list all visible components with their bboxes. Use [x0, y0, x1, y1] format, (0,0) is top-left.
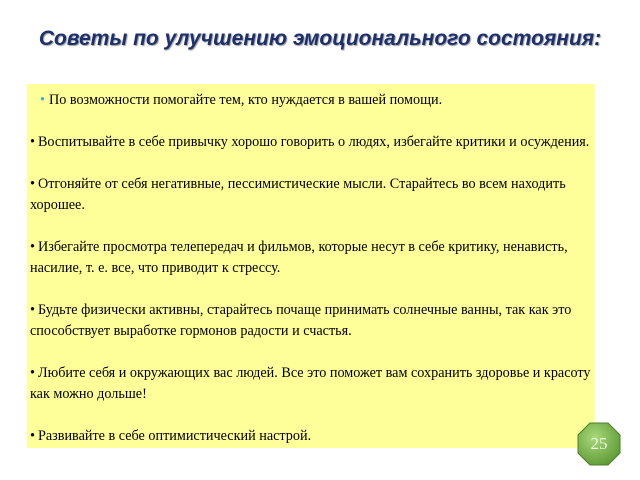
bullet-icon: • — [30, 239, 35, 255]
bullet-icon: • — [40, 92, 45, 108]
tip-text: Отгоняйте от себя негативные, пессимистические мысли. Старайтесь во всем находить хорошее. — [30, 176, 566, 213]
tip-text: По возможности помогайте тем, кто нуждается в вашей помощи. — [48, 92, 443, 108]
slide-title: Советы по улучшению эмоционального состояния: — [38, 27, 602, 50]
tip-item — [30, 132, 593, 153]
page-number-badge — [577, 422, 621, 466]
tip-text: Развивайте в себе оптимистический настрой. — [37, 428, 312, 444]
tip-item — [30, 90, 593, 111]
tip-text: Избегайте просмотра телепередач и фильмов, которые несут в себе критику, ненависть, насилие, т. е. все, что приводит к стрессу. — [30, 239, 568, 276]
tip-text: Любите себя и окружающих вас людей. Все это поможет вам сохранить здоровье и красоту как можно дольше! — [30, 365, 591, 402]
bullet-icon: • — [30, 302, 35, 318]
tip-item — [30, 426, 593, 447]
bullet-icon: • — [30, 428, 35, 444]
bullet-icon: • — [30, 365, 35, 381]
tips-box — [27, 84, 595, 448]
tip-item — [30, 363, 593, 405]
page-number: 25 — [590, 434, 608, 453]
bullet-icon: • — [30, 176, 35, 192]
tip-item — [30, 300, 593, 342]
tip-text: Будьте физически активны, старайтесь почаще принимать солнечные ванны, так как это способствует выработке гормонов радости и счастья. — [30, 302, 572, 339]
tip-text: Воспитывайте в себе привычку хорошо говорить о людях, избегайте критики и осуждения. — [37, 134, 590, 150]
tip-item — [30, 174, 593, 216]
bullet-icon: • — [30, 134, 35, 150]
tip-item — [30, 237, 593, 279]
